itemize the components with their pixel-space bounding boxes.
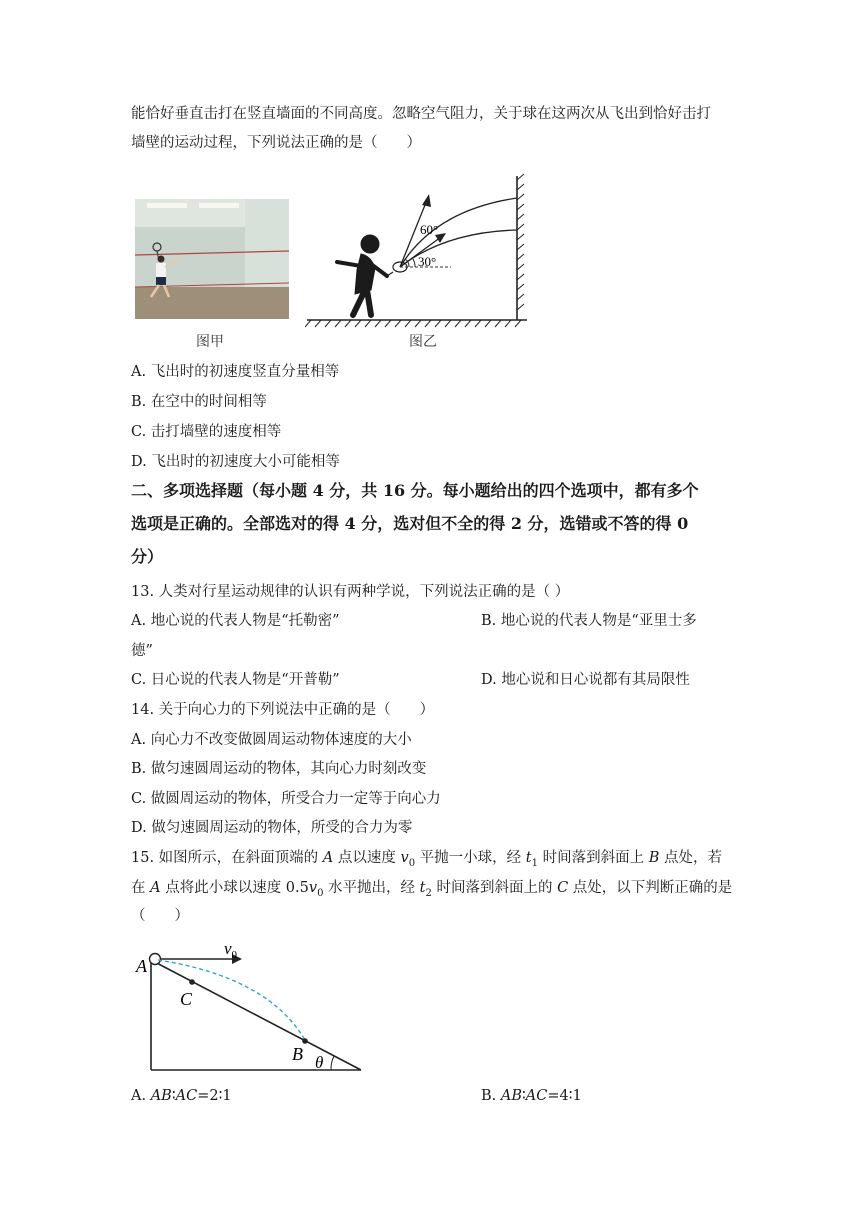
q14-option-d: D. 做匀速圆周运动的物体，所受的合力为零 [131,820,413,836]
q15-stem-line-3: （ ） [131,908,189,924]
q15-option-b: B. AB∶AC=4∶1 [481,1088,582,1104]
q14-stem: 14. 关于向心力的下列说法中正确的是（ ） [131,702,435,718]
v0-label: $v_0$ [224,939,238,961]
q15-incline-diagram [128,932,378,1077]
q13-stem: 13. 人类对行星运动规律的认识有两种学说，下列说法正确的是（ ） [131,584,570,600]
section2-heading-line-2: 选项是正确的。全部选对的得 4 分，选对但不全的得 2 分，选错或不答的得 0 [131,514,689,533]
angle-30-label: 30° [418,254,437,269]
intro-line-2: 墙壁的运动过程，下列说法正确的是（ ） [131,135,421,151]
q12-option-d: D. 飞出时的初速度大小可能相等 [131,454,340,470]
q13-option-c: C. 日心说的代表人物是“开普勒” [131,672,340,688]
intro-line-1: 能恰好垂直击打在竖直墙面的不同高度。忽略空气阻力，关于球在这两次从飞出到恰好击打 [131,106,711,122]
point-a-label: A [136,956,147,976]
q14-option-a: A. 向心力不改变做圆周运动物体速度的大小 [131,732,412,748]
section2-heading-line-3: 分） [131,547,164,566]
player-silhouette [337,235,387,315]
q12-option-c: C. 击打墙壁的速度相等 [131,424,282,440]
q13-option-b: B. 地心说的代表人物是“亚里士多 [481,613,697,629]
q15-stem-line-1: 15. 如图所示，在斜面顶端的 A 点以速度 $v_0$ 平抛一小球，经 $t_1$ 时间落到斜面上 B 点处，若 [131,850,722,869]
figure-jia-caption: 图甲 [196,334,224,350]
q14-option-c: C. 做圆周运动的物体，所受合力一定等于向心力 [131,791,441,807]
q13-option-b-cont: 德” [131,643,153,659]
q15-option-a: A. AB∶AC=2∶1 [131,1088,232,1104]
q12-option-b: B. 在空中的时间相等 [131,394,267,410]
point-c-label: C [180,989,193,1009]
q14-option-b: B. 做匀速圆周运动的物体，其向心力时刻改变 [131,761,427,777]
point-b-label: B [292,1044,303,1064]
q15-stem-line-2: 在 A 点将此小球以速度 $0.5v_0$ 水平抛出，经 $t_2$ 时间落到斜面上的 C 点处，以下判断正确的是 [131,880,733,899]
angle-60-label: 60° [420,222,439,237]
figure-jia-photo [135,199,289,319]
q13-option-d: D. 地心说和日心说都有其局限性 [481,672,690,688]
theta-label: θ [315,1053,324,1072]
q12-option-a: A. 飞出时的初速度竖直分量相等 [131,364,340,380]
section2-heading-line-1: 二、多项选择题（每小题 4 分，共 16 分。每小题给出的四个选项中，都有多个 [131,481,699,500]
figure-yi-diagram [305,172,545,332]
figure-yi-caption: 图乙 [409,334,437,350]
q13-option-a: A. 地心说的代表人物是“托勒密” [131,613,340,629]
squash-court-photo [135,199,289,319]
